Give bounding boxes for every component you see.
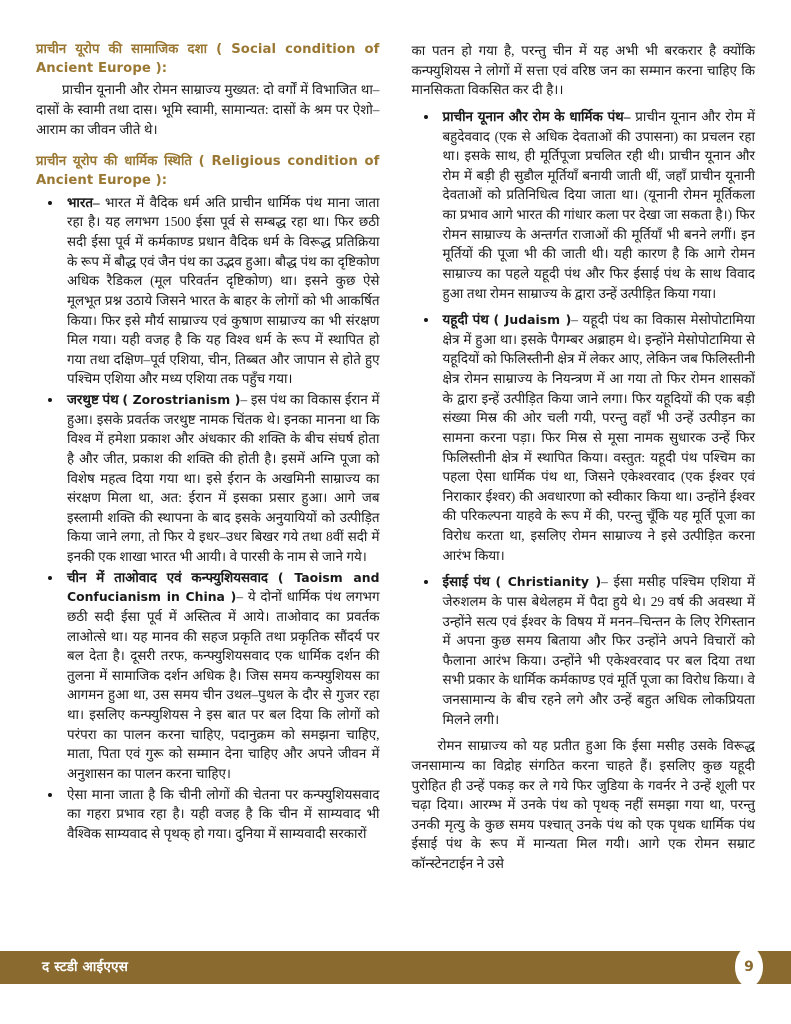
list-item-greece-rome-religion [412, 107, 756, 303]
right-column [396, 0, 791, 900]
list-item-christianity [412, 572, 756, 729]
footer-brand-label: द स्टडी आईएएस [42, 959, 129, 975]
term-greece-rome-religion: प्राचीन यूनान और रोम के धार्मिक पंथ– [442, 108, 631, 124]
term-taoism-confucianism: चीन में ताओवाद एवं कन्फ्युशियसवाद [67, 569, 269, 585]
page-number-badge [735, 947, 763, 987]
text-taoism-confucianism: – ये दोनों धार्मिक पंथ लगभग छठी सदी ईसा पूर्व में अस्तित्व में आये। ताओवाद का प्रवर्तक लाओत्से था। यह मानव की सहज प्रकृति तथा प्रकृतिक सौंदर्य पर बल देता है। दूसरी तरफ, कन्फ्युशियसवाद एक धार्मिक दर्शन की तुलना में सामाजिक दर्शन अधिक है। जिस समय कन्फ्युशियस का आगमन हुआ था, उस समय चीन उथल–पुथल के दौर से गुजर रहा था। इसलिए कन्फ्युशियस ने इस बात पर बल दिया कि लोगों को परंपरा का पालन करना चाहिए, पदानुक्रम को समझना चाहिए, माता, पिता एवं गुरू को सम्मान देना चाहिए और अपने जीवन में अनुशासन का पालन करना चाहिए। [67, 589, 380, 781]
paragraph-continuation: का पतन हो गया है, परन्तु चीन में यह अभी भी बरकरार है क्योंकि कन्फ्युशियस ने लोगों में सत्ता एवं वरिष्ठ जन का सम्मान करना चाहिए कि मानसिकता विकसित कर दी है।। [411, 43, 755, 98]
term-judaism: यहूदी पंथ [442, 312, 489, 328]
text-zoroastrianism: – इस पंथ का विकास ईरान में हुआ। इसके प्रवर्तक जरथुष्ट नामक चिंतक थे। इनका मानना था कि विश्व में हमेशा प्रकाश और अंधकार की शक्ति के बीच संघर्ष होता है और जीत, प्रकाश की शक्ति की होती है। इसमें अग्नि पूजा को विशेष महत्व दिया गया था। इसे ईरान के अखमिनी साम्राज्य का संरक्षण मिला था, अत: ईरान में इसका प्रसार हुआ। आगे जब इस्लामी शक्ति की स्थापना के बाद इसके अनुयायियों को उत्पीड़ित किया जाने लगा, तो फिर ये इधर–उधर बिखर गये तथा 8वीं सदी में इनकी एक शाखा भारत भी आयी। वे पारसी के नाम से जाने गये। [67, 392, 380, 565]
left-bullet-list [36, 193, 380, 844]
text-greece-rome-religion: प्राचीन यूनान और रोम में बहुदेववाद (एक से अधिक देवताओं की उपासना) का प्रचलन रहा था। इसके साथ, ही मूर्तिपूजा प्रचलित रही थी। प्राचीन यूनान और रोम में बड़ी ही सुडौल मूर्तियाँ बनायी जाती थीं, जहाँ प्राचीन यूनानी देवताओं को प्रतिनिधित्व दिया जाता था। (यूनानी रोमन मूर्तिकला का प्रभाव आगे भारत की गांधार कला पर देखा जा सकता है।) फिर रोमन साम्राज्य के अन्तर्गत राजाओं की मूर्तियाँ भी बनने लगीं। इन मूर्तियों की पूजा भी की जाती थी। यही कारण है कि आगे रोमन साम्राज्य का पहले यहूदी पंथ और फिर ईसाई पंथ के साथ विवाद हुआ तथा रोमन साम्राज्य के द्वारा उन्हें उत्पीड़ित किया गया। [442, 108, 756, 301]
text-judaism: – यहूदी पंथ का विकास मेसोपोटामिया क्षेत्र में हुआ था। इसके पैगम्बर अब्राहम थे। इन्होंने मेसोपोटामिया से यहूदियों को फिलिस्तीनी क्षेत्र में लेकर आए, लेकिन जब फिलिस्तीनी क्षेत्र रोमन साम्राज्य के नियन्त्रण में आ गया तो फिर रोमन शासकों के द्वारा इन्हें उत्पीड़ित किया जाने लगा। फिर यहूदियों की एक बड़ी संख्या मिस्र की ओर चली गयी, परन्तु वहाँ भी उन्हें उत्पीड़न का सामना करना पड़ा। फिर मिस्र से मूसा नामक सुधारक उन्हें फिर फिलिस्तीनी क्षेत्र में स्थापित किया। वस्तुत: यहूदी पंथ पश्चिम का पहला ऐसा धार्मिक पंथ था, जिसने एकेश्वरवाद (एक ईश्वर एवं निराकार ईश्वर) की अवधारणा को स्वीकार किया था। उन्होंने ईश्वर की परिकल्पना याहवे के रूप में की, परन्तु चूँकि यह मूर्ति पूजा का विरोध करता था, इसलिए रोमन साम्राज्य ने इसे उत्पीड़ित करना आरंभ किया। [442, 312, 755, 563]
paragraph-closing: रोमन साम्राज्य को यह प्रतीत हुआ कि ईसा मसीह उसके विरूद्ध जनसामान्य का विद्रोह संगठित करना चाहते हैं। इसलिए कुछ यहूदी पुरोहित ही उन्हें पकड़ कर ले गये फिर जुडिया के गवर्नर ने उन्हें शूली पर चढ़ा दिया। आरम्भ में उनके पंथ को पृथक् नहीं समझा गया था, परन्तु उनकी मृत्यु के कुछ समय पश्चात् उनके पंथ को एक पृथक धार्मिक पंथ ईसाई पंथ के रूप में मान्यता मिल गयी। आगे एक रोमन सम्राट कॉन्स्टेनटाईन ने उसे [411, 738, 755, 871]
heading-religious-condition: प्राचीन यूरोप की धार्मिक स्थिति ( Religious condition of Ancient Europe ): [36, 154, 380, 189]
left-column [0, 0, 396, 900]
term-zoroastrianism-en: ( Zorostrianism ) [122, 392, 241, 408]
list-item-india [36, 193, 380, 389]
text-chinese-consciousness: ऐसा माना जाता है कि चीनी लोगों की चेतना पर कन्फ्युशियसवाद का गहरा प्रभाव रहा है। यही वजह है कि चीन में साम्यवाद भी वैश्विक साम्यवाद से पृथक् हो गया। दुनिया में साम्यवादी सरकारों [67, 786, 380, 841]
heading-social-condition: प्राचीन यूरोप की सामाजिक दशा ( Social condition of Ancient Europe ): [36, 42, 380, 76]
list-item-zoroastrianism [36, 390, 380, 567]
paragraph-social-condition: प्राचीन यूनानी और रोमन साम्राज्य मुख्यत: दो वर्गों में विभाजित था– दासों के स्वामी तथा दास। भूमि स्वामी, सामान्यत: दासों के श्रम पर ऐशो–आराम का जीवन जीते थे। [36, 82, 380, 137]
right-bullet-list [412, 107, 756, 729]
term-christianity-en: ( Christianity ) [495, 574, 602, 590]
text-india: भारत में वैदिक धर्म अति प्राचीन धार्मिक पंथ माना जाता रहा है। यह लगभग 1500 ईसा पूर्व से सम्बद्ध रहा था। फिर छठी सदी ईसा पूर्व में कर्मकाण्ड प्रधान वैदिक धर्म के विरूद्ध प्रतिक्रिया के रूप में बौद्ध एवं जैन पंथ का उद्भव हुआ। बौद्ध पंथ का दृष्टिकोण अधिक रैडिकल (मूल परिवर्तन दृष्टिकोण) था। इसने कुछ ऐसे मूलभूत प्रश्न उठाये जिसने भारत के बाहर के लोगों को भी आकर्षित किया। फिर इसे मौर्य साम्राज्य एवं कुषाण साम्राज्य का भी संरक्षण मिल गया। यही वजह है कि यह विश्व धर्म के रूप में स्थापित हो गया तथा दक्षिण–पूर्व एशिया, चीन, तिब्बत और जापान से होते हुए पश्चिम एशिया और मध्य एशिया तक पहुँच गया। [67, 194, 380, 387]
term-zoroastrianism: जरथुष्ट पंथ [67, 392, 119, 408]
list-item-taoism-confucianism [36, 568, 380, 784]
term-india: भारत– [67, 194, 100, 210]
list-item-judaism [412, 310, 756, 565]
text-christianity: – ईसा मसीह पश्चिम एशिया में जेरुशलम के पास बेथेलहम में पैदा हुये थे। 29 वर्ष की अवस्था में उन्होंने सत्य एवं ईश्वर के विषय में मनन–चिन्तन के लिए रेगिस्तान में अपना कुछ समय बिताया और फिर उन्होंने अपने विचारों को फैलाना आरंभ किया। उन्होंने भी एकेश्वरवाद पर बल दिया तथा सभी प्रकार के धार्मिक कर्मकाण्ड एवं मूर्ति पूजा का विरोध किया। वे जनसामान्य के बीच रहने लगे और उन्हें बहुत अधिक लोकप्रियता मिलने लगी। [442, 574, 755, 727]
term-judaism-en: ( Judaism ) [493, 312, 572, 328]
page-number-label: 9 [744, 959, 754, 975]
term-taoism-confucianism-en: ( Taoism and Confucianism in China ) [67, 569, 380, 605]
page-footer [0, 951, 791, 984]
list-item-chinese-consciousness [36, 785, 380, 844]
term-christianity: ईसाई पंथ [442, 574, 490, 590]
